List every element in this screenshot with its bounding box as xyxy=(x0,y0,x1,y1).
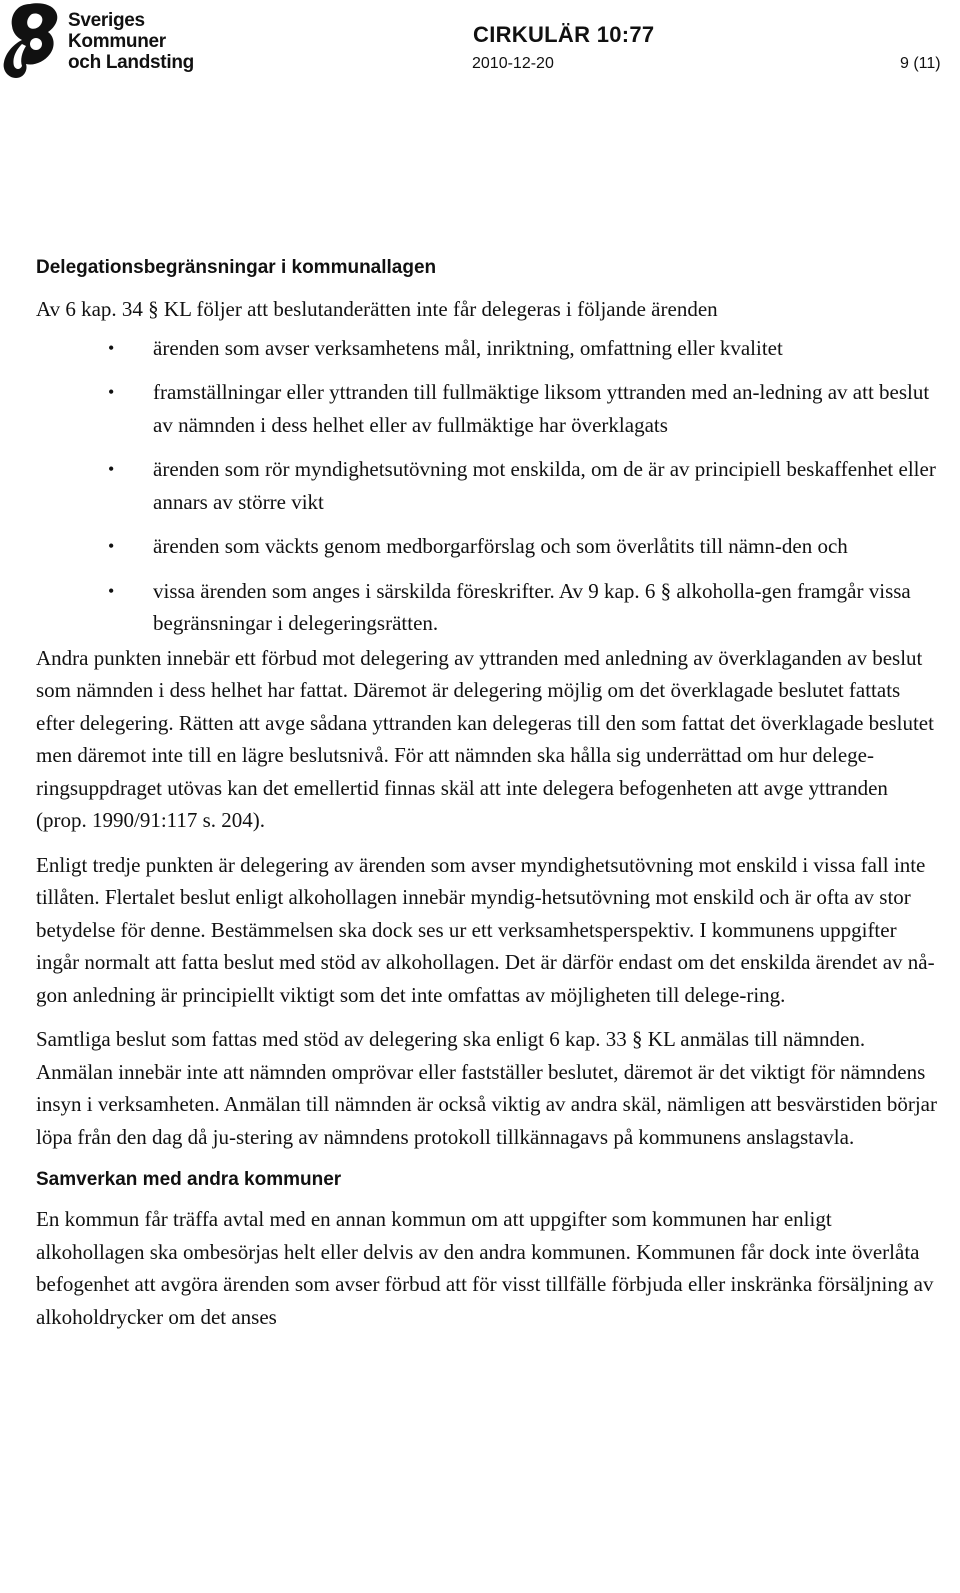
list-item-text: ärenden som rör myndighetsutövning mot enskilda, om de är av principiell beskaffenhet eller annars av större vikt xyxy=(153,457,936,514)
list-item xyxy=(108,332,938,365)
list-item-text: vissa ärenden som anges i särskilda föreskrifter. Av 9 kap. 6 § alkoholla-gen framgår vissa begränsningar i delegeringsrätten. xyxy=(153,578,911,635)
organization-logo xyxy=(0,0,200,85)
list-item xyxy=(108,376,938,441)
logo-line: och Landsting xyxy=(68,52,194,73)
bullet-icon: • xyxy=(108,382,115,402)
logo-line: Sveriges xyxy=(68,10,145,31)
list-item xyxy=(108,575,938,640)
list-item xyxy=(108,530,938,563)
intro-paragraph: Av 6 kap. 34 § KL följer att beslutanderätten inte får delegeras i följande ärenden xyxy=(36,297,718,321)
page-number: 9 (11) xyxy=(900,55,941,72)
list-item xyxy=(108,453,938,518)
bullet-icon: • xyxy=(108,337,115,358)
document-type: CIRKULÄR 10:77 xyxy=(473,22,655,47)
body-paragraph: Samtliga beslut som fattas med stöd av delegering ska enligt 6 kap. 33 § KL anmälas till nämnden. Anmälan innebär inte att nämnden omprövar eller fastställer beslutet, däremot är det viktigt för nämndens insyn i verksamheten. Anmälan till nämnden är också viktig av andra skäl, nämligen att besvärstiden börjar löpa från den dag då ju-stering av nämndens protokoll tillkännagavs på kommunens anslagstavla. xyxy=(36,1027,938,1149)
logo-wordmark xyxy=(68,10,194,73)
body-paragraph: En kommun får träffa avtal med en annan kommun om att uppgifter som kommunen har enligt alkohollagen ska ombesörjas helt eller delvis av den andra kommunen. Kommunen får dock inte överlåta befogenhet att avgöra ärenden som avser förbud att för visst tillfälle förbjuda eller inskränka försäljning av alkoholdrycker om det anses xyxy=(36,1207,934,1329)
body-paragraph: Andra punkten innebär ett förbud mot delegering av yttranden med anledning av överklaganden av beslut som nämnden i dess helhet har fattat. Däremot är delegering möjlig om det överklagade beslutet fattats efter delegering. Rätten att avge sådana yttranden kan delegeras till den som fattat det överklagade beslutet men däremot inte till en lägre beslutsnivå. För att nämnden ska hålla sig underrättad om hur delege-ringsuppdraget utövas kan det emellertid finnas skäl att inte delegera befogenheten att avge yttranden (prop. 1990/91:117 s. 204). xyxy=(36,645,934,832)
section-heading: Delegationsbegränsningar i kommunallagen xyxy=(36,257,437,278)
bullet-icon: • xyxy=(108,536,115,556)
skl-logo-icon xyxy=(0,0,68,85)
section-heading: Samverkan med andra kommuner xyxy=(36,1169,342,1190)
list-item-text: ärenden som avser verksamhetens mål, inriktning, omfattning eller kvalitet xyxy=(153,335,783,360)
list-item-text: framställningar eller yttranden till fullmäktige liksom yttranden med an-ledning av att beslut av nämnden i dess helhet eller av fullmäktige har överklagats xyxy=(153,380,930,437)
document-body xyxy=(36,255,938,1333)
logo-line: Kommuner xyxy=(68,31,166,52)
restriction-list xyxy=(36,332,938,640)
body-paragraph: Enligt tredje punkten är delegering av ärenden som avser myndighetsutövning mot enskild i vissa fall inte tillåten. Flertalet beslut enligt alkohollagen innebär myndig-hetsutövning mot enskild och är ofta av stor betydelse för denne. Bestämmelsen ska dock ses ur ett verksamhetsperspektiv. I kommunens uppgifter ingår normalt att fatta beslut med stöd av alkohollagen. Det är därför endast om det enskilda ärendet av nå-gon anledning är principiellt viktigt som det inte omfattas av möjligheten till delege-ring. xyxy=(36,852,935,1007)
list-item-text: ärenden som väckts genom medborgarförslag och som överlåtits till nämn-den och xyxy=(153,534,848,558)
bullet-icon: • xyxy=(108,459,115,479)
bullet-icon: • xyxy=(108,580,115,601)
document-date: 2010-12-20 xyxy=(472,55,554,72)
